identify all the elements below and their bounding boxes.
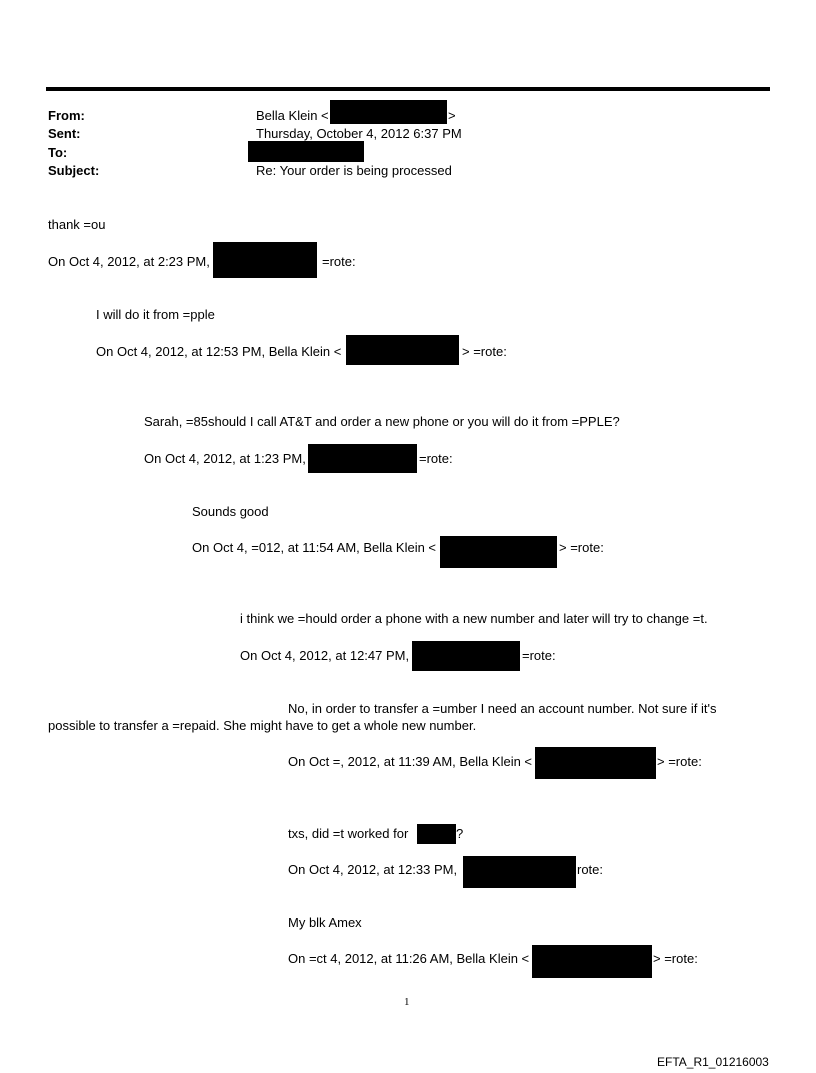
quote-header-suffix: > =rote: <box>653 951 698 966</box>
redaction-email <box>535 747 656 779</box>
quote-header-suffix: > =rote: <box>657 754 702 769</box>
quote-header: On Oct 4, =012, at 11:54 AM, Bella Klein < <box>192 540 437 555</box>
quote-header: On =ct 4, 2012, at 11:26 AM, Bella Klein < <box>288 951 530 966</box>
redaction-to <box>248 141 364 162</box>
page-number: 1 <box>404 996 410 1008</box>
message-line-suffix: ? <box>456 826 464 841</box>
message-line: i think we =hould order a phone with a new number and later will try to change =t. <box>240 611 708 626</box>
from-value-prefix: Bella Klein < <box>256 108 329 123</box>
redaction-email <box>346 335 459 365</box>
message-line: Sounds good <box>192 504 269 519</box>
redaction-sender <box>463 856 576 888</box>
header-divider <box>46 87 770 91</box>
message-line: My blk Amex <box>288 915 362 930</box>
redaction-from-email <box>330 100 447 124</box>
redaction-sender <box>308 444 417 473</box>
message-line: thank =ou <box>48 217 106 232</box>
quote-header: On Oct 4, 2012, at 12:53 PM, Bella Klein < <box>96 344 342 359</box>
redaction-sender <box>213 242 317 278</box>
quote-header-suffix: =rote: <box>522 648 556 663</box>
message-line: Sarah, =85should I call AT&T and order a new phone or you will do it from =PPLE? <box>144 414 620 429</box>
quote-header: On Oct 4, 2012, at 12:33 PM, <box>288 862 458 877</box>
quote-header-suffix: rote: <box>577 862 604 877</box>
message-line: I will do it from =pple <box>96 307 215 322</box>
subject-value: Re: Your order is being processed <box>256 163 452 178</box>
quote-header-suffix: =rote: <box>419 451 453 466</box>
quote-header-suffix: > =rote: <box>462 344 507 359</box>
sent-value: Thursday, October 4, 2012 6:37 PM <box>256 126 462 141</box>
from-label: From: <box>48 108 85 123</box>
redaction-sender <box>412 641 520 671</box>
subject-label: Subject: <box>48 163 100 178</box>
redaction-email <box>440 536 557 568</box>
message-line: possible to transfer a =repaid. She might have to get a whole new number. <box>48 718 477 733</box>
to-label: To: <box>48 145 68 160</box>
quote-header: On Oct 4, 2012, at 1:23 PM, <box>144 451 306 466</box>
quote-header: On Oct 4, 2012, at 2:23 PM, <box>48 254 210 269</box>
message-line: No, in order to transfer a =umber I need an account number. Not sure if it's <box>288 701 717 716</box>
message-line: txs, did =t worked for <box>288 826 409 841</box>
bates-number: EFTA_R1_01216003 <box>657 1055 769 1069</box>
quote-header: On Oct =, 2012, at 11:39 AM, Bella Klein < <box>288 754 533 769</box>
from-value-suffix: > <box>448 108 456 123</box>
quote-header: On Oct 4, 2012, at 12:47 PM, <box>240 648 410 663</box>
quote-header-suffix: =rote: <box>322 254 356 269</box>
redaction-name <box>417 824 456 844</box>
redaction-email <box>532 945 652 978</box>
sent-label: Sent: <box>48 126 81 141</box>
quote-header-suffix: > =rote: <box>559 540 604 555</box>
